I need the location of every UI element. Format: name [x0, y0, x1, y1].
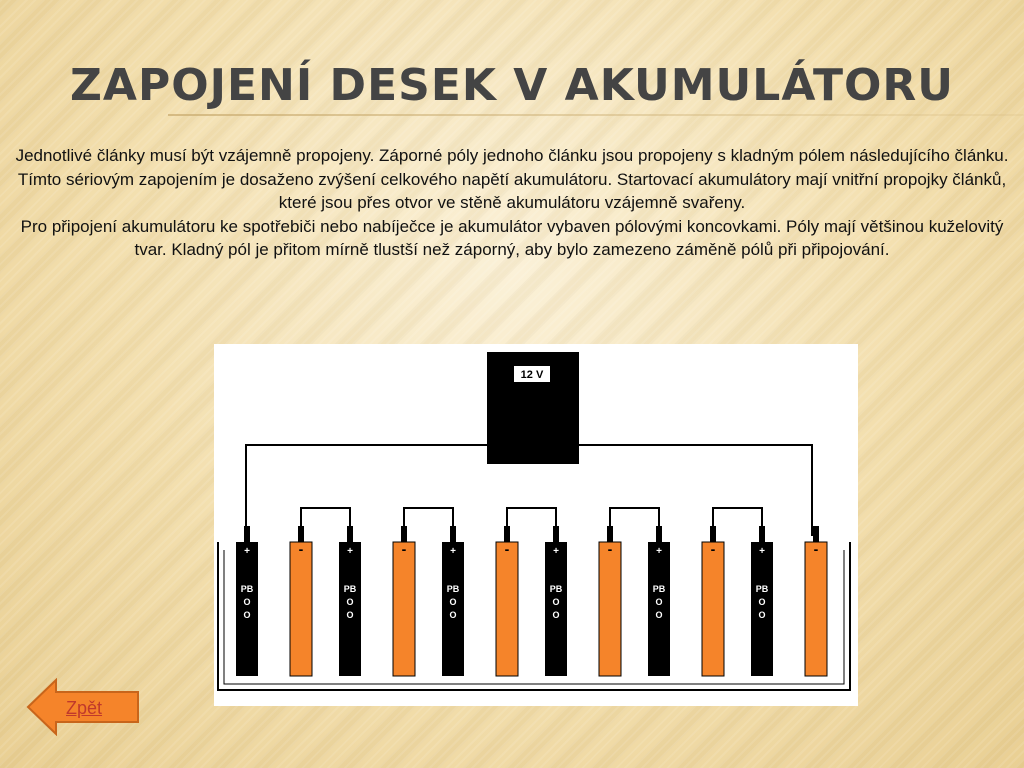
negative-sign: -: [813, 541, 819, 557]
positive-sign: +: [553, 546, 559, 557]
positive-sign: +: [450, 546, 456, 557]
negative-terminal: [710, 526, 716, 542]
plate-label: PB: [755, 584, 769, 594]
positive-plate: [339, 542, 361, 676]
plate-label: O: [758, 610, 766, 620]
negative-plate: [393, 542, 415, 676]
negative-terminal: [401, 526, 407, 542]
plate-label: O: [243, 597, 251, 607]
negative-sign: -: [710, 541, 716, 557]
negative-sign: -: [607, 541, 613, 557]
plate-label: PB: [549, 584, 563, 594]
load-voltage-label: 12 V: [520, 369, 544, 381]
cell-connector-wire: [507, 508, 556, 526]
battery-diagram-svg: [214, 344, 858, 706]
negative-terminal: [298, 526, 304, 542]
wire-positive-lead: [246, 445, 487, 536]
positive-terminal: [244, 526, 250, 542]
slide-body: [12, 144, 1012, 262]
negative-plate: [702, 542, 724, 676]
negative-plate: [599, 542, 621, 676]
positive-plate: [442, 542, 464, 676]
negative-terminal: [607, 526, 613, 542]
plate-label: O: [449, 610, 457, 620]
plate-label: PB: [240, 584, 254, 594]
negative-sign: -: [504, 541, 510, 557]
negative-sign: -: [298, 541, 304, 557]
plate-label: O: [758, 597, 766, 607]
positive-plate: [751, 542, 773, 676]
plate-label: O: [552, 610, 560, 620]
positive-sign: +: [347, 546, 353, 557]
plate-label: O: [346, 597, 354, 607]
positive-sign: +: [244, 546, 250, 557]
positive-sign: +: [656, 546, 662, 557]
positive-plate: [545, 542, 567, 676]
wire-negative-lead: [579, 445, 812, 536]
plate-label: PB: [343, 584, 357, 594]
paragraph-cell-connection: Jednotlivé články musí být vzájemně propojeny. Záporné póly jednoho článku jsou propojeny s kladným pólem následujícího článku. Tímto sériovým zapojením je dosaženo zvýšení celkového napětí akumulátoru. Startovací akumulátory mají vnitřní propojky článků, které jsou přes otvor ve stěně akumulátoru vzájemně svařeny.: [15, 146, 1009, 212]
negative-plate: [805, 542, 827, 676]
plate-label: PB: [446, 584, 460, 594]
plate-label: PB: [652, 584, 666, 594]
positive-terminal: [347, 526, 353, 542]
negative-plate: [290, 542, 312, 676]
cell-connector-wire: [301, 508, 350, 526]
positive-sign: +: [759, 546, 765, 557]
back-button-label: Zpět: [66, 698, 103, 718]
cell-connector-wire: [610, 508, 659, 526]
positive-terminal: [450, 526, 456, 542]
title-divider: [168, 114, 1024, 116]
positive-plate: [648, 542, 670, 676]
paragraph-terminals: Pro připojení akumulátoru ke spotřebiči nebo nabíječce je akumulátor vybaven pólovými koncovkami. Póly mají většinou kuželovitý tvar. Kladný pól je přitom mírně tlustší než záporný, aby bylo zamezeno záměně pólů při připojování.: [20, 216, 1004, 259]
positive-plate: [236, 542, 258, 676]
plate-label: O: [449, 597, 457, 607]
cell-connector-wire: [404, 508, 453, 526]
negative-sign: -: [401, 541, 407, 557]
plate-label: O: [346, 610, 354, 620]
positive-terminal: [553, 526, 559, 542]
positive-terminal: [656, 526, 662, 542]
slide-title: ZAPOJENÍ DESEK V AKUMULÁTORU: [70, 60, 954, 111]
positive-terminal: [759, 526, 765, 542]
negative-terminal: [504, 526, 510, 542]
plate-label: O: [655, 597, 663, 607]
back-button[interactable]: [26, 678, 140, 736]
battery-diagram: [214, 344, 858, 706]
negative-plate: [496, 542, 518, 676]
plate-label: O: [655, 610, 663, 620]
plate-label: O: [552, 597, 560, 607]
negative-terminal: [813, 526, 819, 542]
cell-connector-wire: [713, 508, 762, 526]
plate-label: O: [243, 610, 251, 620]
